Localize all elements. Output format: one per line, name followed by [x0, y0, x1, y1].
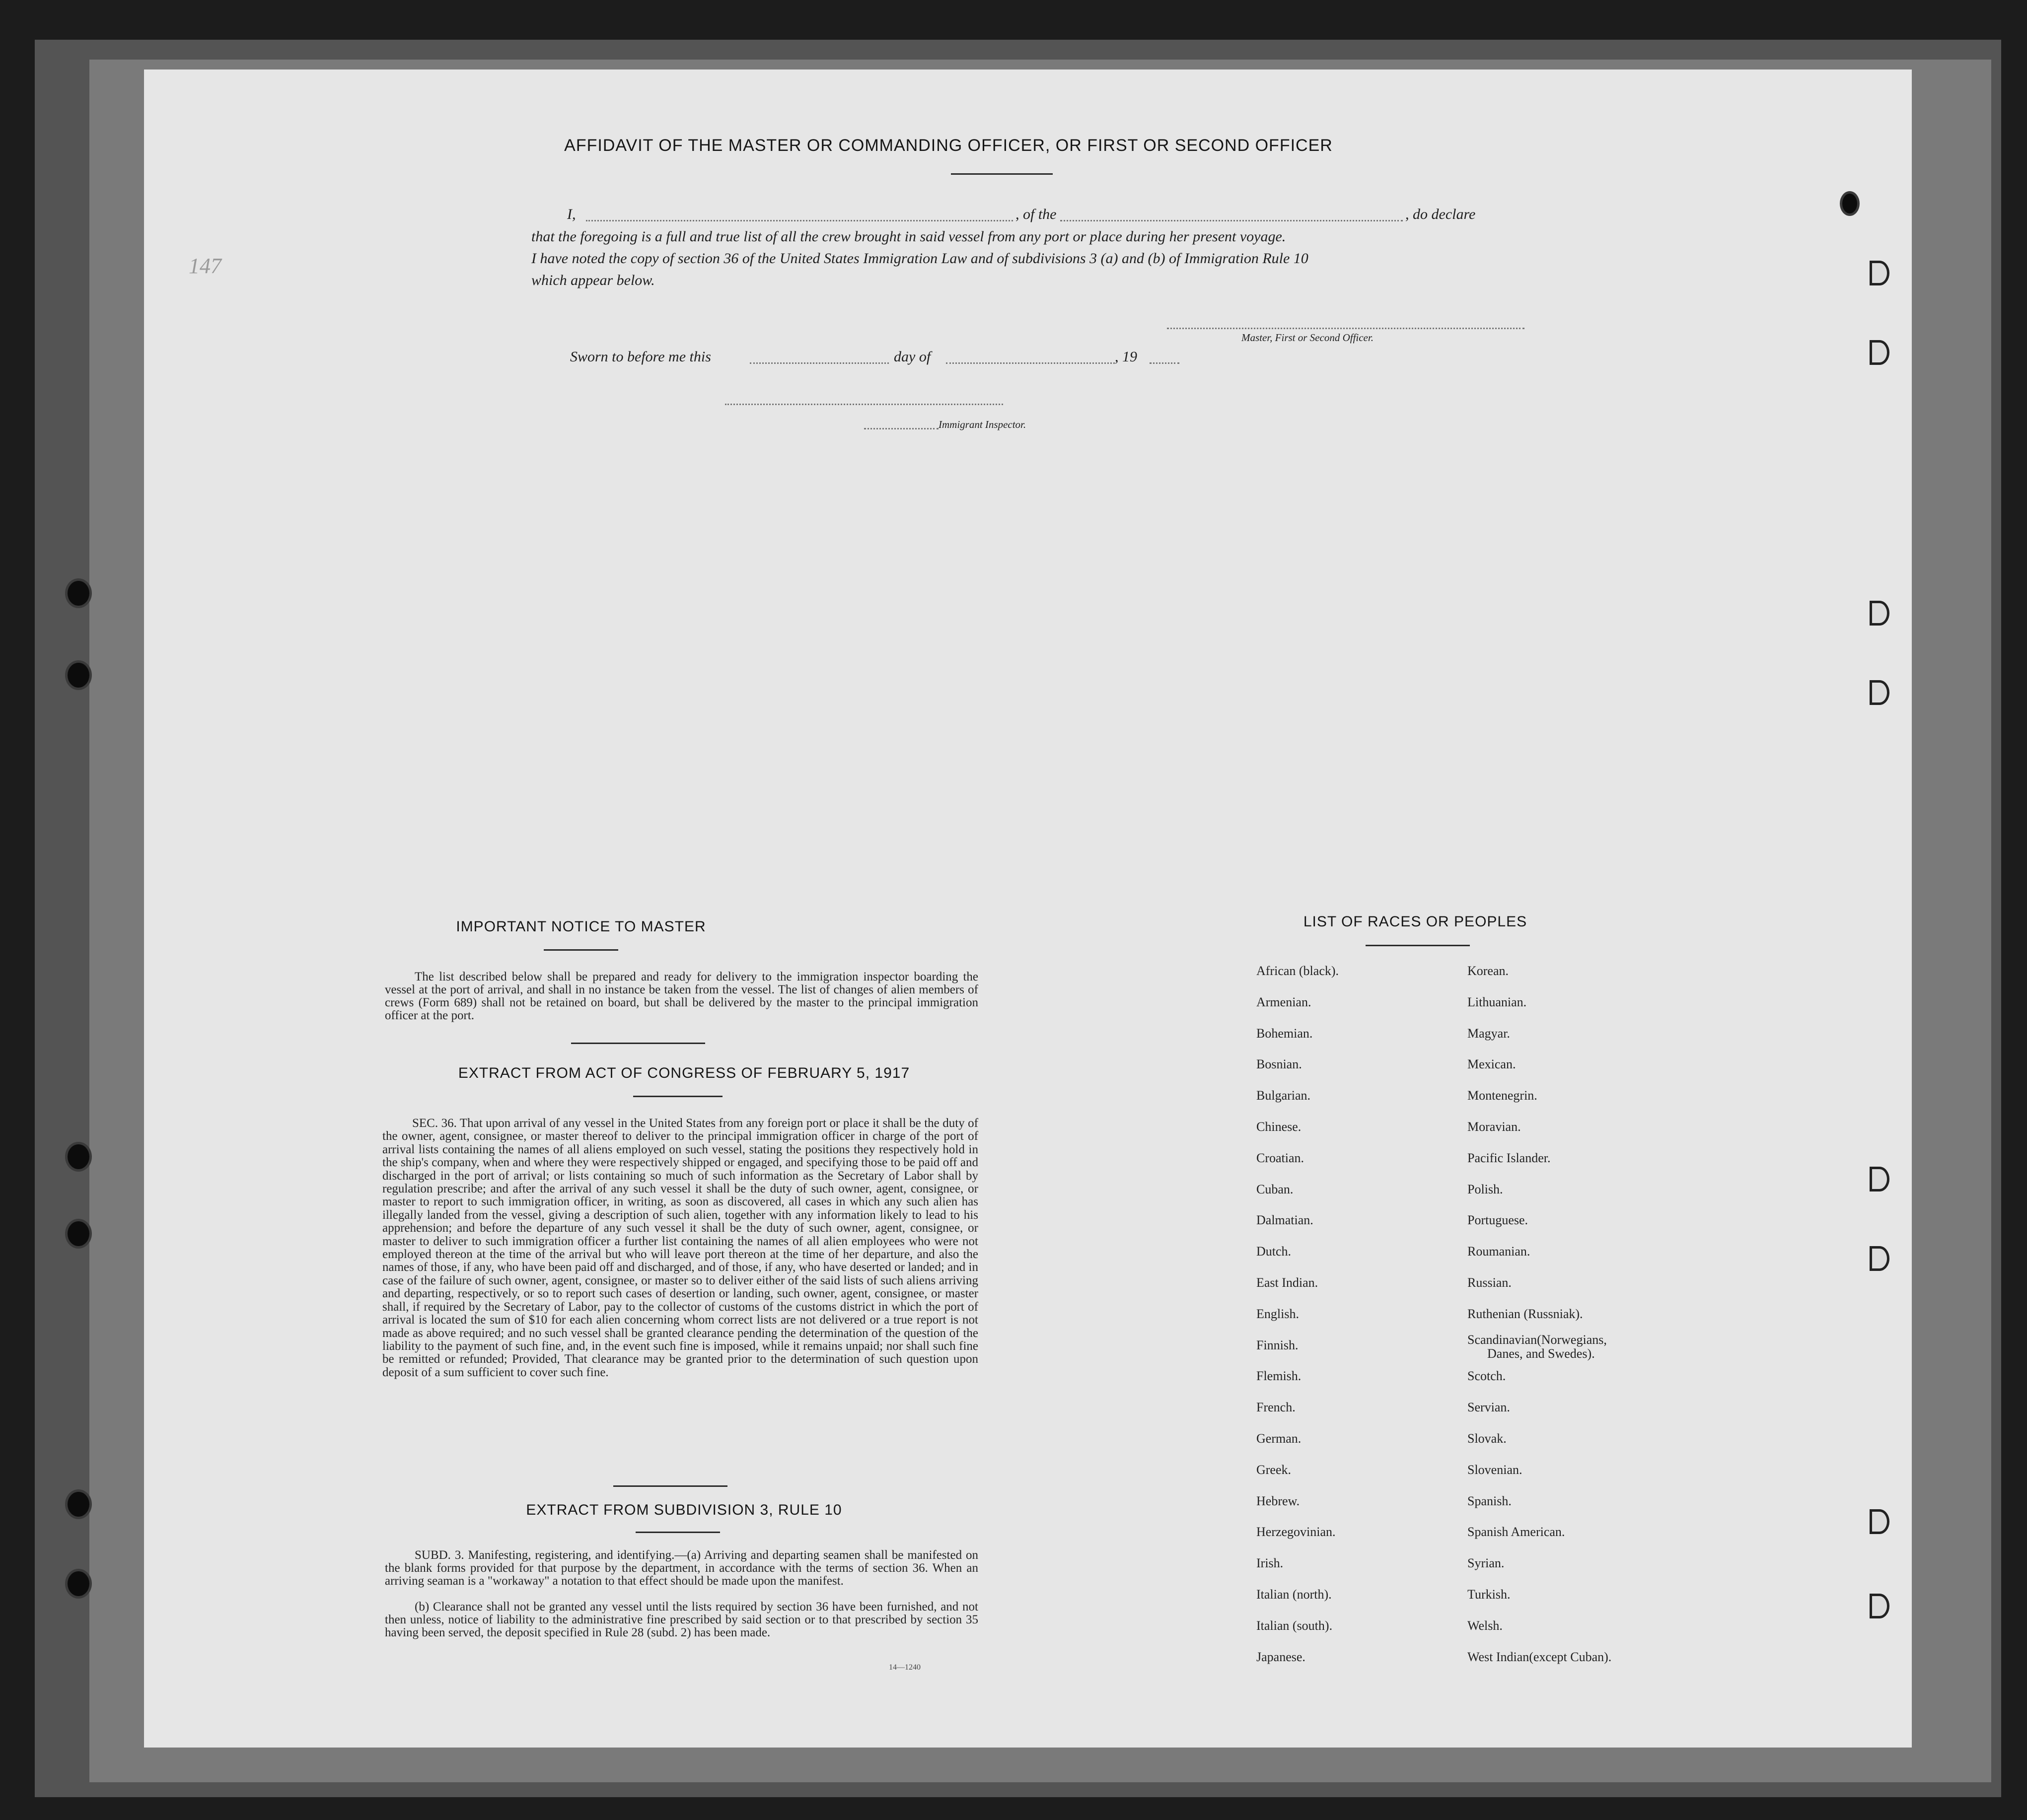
- race-item: Spanish.: [1467, 1493, 1512, 1508]
- title-underline: [951, 173, 1053, 175]
- races-title: LIST OF RACES OR PEOPLES: [1303, 913, 1527, 930]
- race-item: Korean.: [1467, 964, 1509, 978]
- affidavit-line2: that the foregoing is a full and true list of all the crew brought in said vessel from any port or place during her present voyage.: [531, 228, 1286, 245]
- punch-hole: [1872, 1596, 1887, 1616]
- inspector-signature-top-field[interactable]: [725, 404, 1003, 405]
- race-item: Roumanian.: [1467, 1244, 1530, 1259]
- race-item: Slovenian.: [1467, 1462, 1522, 1477]
- extract-rule-title: EXTRACT FROM SUBDIVISION 3, RULE 10: [526, 1502, 842, 1518]
- notice-title: IMPORTANT NOTICE TO MASTER: [456, 918, 706, 935]
- race-item: Finnish.: [1256, 1337, 1299, 1352]
- binder-hole: [68, 1492, 89, 1517]
- race-item: Bosnian.: [1256, 1057, 1302, 1072]
- race-item: Turkish.: [1467, 1587, 1511, 1602]
- affidavit-line4: which appear below.: [531, 272, 655, 288]
- punch-hole: [1872, 1169, 1887, 1189]
- sworn-label: Sworn to before me this: [570, 349, 711, 365]
- race-item: Slovak.: [1467, 1431, 1507, 1446]
- race-item: Irish.: [1256, 1556, 1284, 1571]
- form-number: 14—1240: [889, 1663, 921, 1672]
- extract-rule-underline: [636, 1532, 720, 1533]
- race-item: Servian.: [1467, 1400, 1510, 1415]
- race-item: Italian (north).: [1256, 1587, 1332, 1602]
- race-item: Portuguese.: [1467, 1213, 1528, 1228]
- notice-divider: [571, 1043, 705, 1044]
- race-item: Scotch.: [1467, 1369, 1506, 1384]
- race-item: Cuban.: [1256, 1182, 1294, 1196]
- extract-rule-text-a: SUBD. 3. Manifesting, registering, and identifying.—(a) Arriving and departing seamen shall be manifested on the blank forms provided for that purpose by the department, in accordance with the terms of section 36. When an arriving seaman is a "workaway" a notation to that effect should be made upon the manifest.: [385, 1548, 978, 1588]
- binder-hole: [68, 1571, 89, 1596]
- binder-hole: [68, 1221, 89, 1246]
- race-item-two-line: [1467, 1330, 1611, 1361]
- sworn-month-field[interactable]: [946, 362, 1115, 364]
- race-item: Mexican.: [1467, 1057, 1516, 1072]
- punch-hole: [1872, 683, 1887, 702]
- race-item: Japanese.: [1256, 1649, 1305, 1664]
- sworn-year-field[interactable]: [1150, 362, 1179, 364]
- race-item: Herzegovinian.: [1256, 1525, 1336, 1540]
- race-item: Croatian.: [1256, 1150, 1304, 1165]
- notice-text: The list described below shall be prepared and ready for delivery to the immigration inspector boarding the vessel at the port of arrival, and shall in no instance be taken from the vessel. The list of changes of alien members of crews (Form 689) shall not be retained on board, but shall be delivered by the master to the principal immigration officer at the port.: [385, 970, 978, 1022]
- of-the-label: , of the: [1015, 206, 1057, 222]
- binder-hole: [68, 1144, 89, 1169]
- affidavit-line3: I have noted the copy of section 36 of the United States Immigration Law and of subdivisions 3 (a) and (b) of Immigration Rule 10: [531, 250, 1308, 267]
- do-declare-label: , do declare: [1405, 206, 1476, 222]
- notice-underline: [544, 949, 618, 951]
- vessel-name-field[interactable]: [1060, 220, 1403, 221]
- race-item: Welsh.: [1467, 1618, 1503, 1633]
- punch-hole: [1842, 194, 1857, 213]
- race-item: Italian (south).: [1256, 1618, 1333, 1633]
- race-item: Dutch.: [1256, 1244, 1292, 1259]
- year-label: , 19: [1115, 349, 1137, 365]
- race-item: Syrian.: [1467, 1556, 1505, 1571]
- race-item: Dalmatian.: [1256, 1213, 1313, 1228]
- punch-hole: [1872, 343, 1887, 362]
- race-item: Bohemian.: [1256, 1026, 1313, 1041]
- extract-act-underline: [633, 1096, 723, 1097]
- extract-rule-text-b: (b) Clearance shall not be granted any vessel until the lists required by section 36 have been furnished, and not then unless, notice of liability to the administrative fine prescribed by said section or to that prescribed by section 35 having been served, the deposit specified in Rule 28 (subd. 2) has been made.: [385, 1600, 978, 1639]
- races-underline: [1366, 945, 1470, 946]
- race-item: Montenegrin.: [1467, 1088, 1537, 1103]
- punch-hole: [1872, 1512, 1887, 1532]
- inspector-caption: Immigrant Inspector.: [939, 419, 1026, 430]
- race-item: Hebrew.: [1256, 1493, 1300, 1508]
- race-item: Polish.: [1467, 1182, 1503, 1196]
- punch-hole: [1872, 1249, 1887, 1268]
- race-item: Pacific Islander.: [1467, 1150, 1551, 1165]
- race-item: Magyar.: [1467, 1026, 1510, 1041]
- punch-hole: [1872, 603, 1887, 623]
- extract-act-text: SEC. 36. That upon arrival of any vessel in the United States from any foreign port or place it shall be the duty of the owner, agent, consignee, or master thereof to deliver to the principal immigration officer in charge of the port of arrival lists containing the names of all aliens employed on such vessel, stating the positions they respectively hold in the ship's company, when and where they were respectively shipped or engaged, and specifying those to be paid off and discharged in the port of arrival; or lists containing so much of such information as the Secretary of Labor shall by regulation prescribe; and after the arrival of any such vessel it shall be the duty of such owner, agent, consignee, or master to report to such immigration officer, in writing, as soon as discovered, all cases in which any such alien has illegally landed from the vessel, giving a description of such alien, together with any information likely to lead to his apprehension; and before the departure of any such vessel it shall be the duty of such owner, agent, consignee, or master to deliver to such immigration officer a further list containing the names of all alien employees who were not employed thereon at the time of the arrival but who will leave port thereon at the time of her departure, and also the names of those, if any, who have been paid off and discharged, and of those, if any, who have deserted or landed; and in case of the failure of such owner, agent, consignee, or master so to deliver either of the said lists of such aliens arriving and departing, respectively, or so to report such cases of desertion or landing, such owner, agent, consignee, or master shall, if required by the Secretary of Labor, pay to the collector of customs of the customs district in which the port of arrival is located the sum of $10 for each alien concerning whom correct lists are not delivered or a true report is not made as above required; and no such vessel shall be granted clearance pending the determination of the question of the liability to the payment of such fine, and, in the event such fine is imposed, while it remains unpaid; nor shall such fine be remitted or refunded; Provided, That clearance may be granted prior to the determination of such question upon deposit of a sum sufficient to cover such fine.: [382, 1117, 978, 1379]
- binder-hole: [68, 663, 89, 688]
- race-item: Spanish American.: [1467, 1525, 1565, 1540]
- officer-signature-field[interactable]: [1167, 328, 1524, 329]
- race-item: Bulgarian.: [1256, 1088, 1311, 1103]
- day-of-label: day of: [894, 349, 931, 365]
- race-item: English.: [1256, 1306, 1299, 1321]
- extract-act-divider: [613, 1485, 727, 1487]
- punch-hole: [1872, 263, 1887, 283]
- races-left-column: [1256, 956, 1339, 1673]
- race-item: Flemish.: [1256, 1369, 1302, 1384]
- declarant-name-field[interactable]: [586, 220, 1013, 221]
- affidavit-title: AFFIDAVIT OF THE MASTER OR COMMANDING OFFICER, OR FIRST OR SECOND OFFICER: [564, 136, 1333, 155]
- binder-hole: [68, 581, 89, 606]
- race-item: Scandinavian(Norwegians,: [1467, 1332, 1607, 1347]
- race-item: Lithuanian.: [1467, 994, 1527, 1009]
- race-item: African (black).: [1256, 964, 1339, 978]
- extract-act-title: EXTRACT FROM ACT OF CONGRESS OF FEBRUARY 5, 1917: [458, 1065, 910, 1081]
- races-right-column: [1467, 956, 1611, 1673]
- race-item: French.: [1256, 1400, 1296, 1415]
- sworn-day-field[interactable]: [750, 362, 889, 364]
- race-item-continued: Danes, and Swedes).: [1487, 1346, 1595, 1361]
- race-item: German.: [1256, 1431, 1302, 1446]
- race-item: Ruthenian (Russniak).: [1467, 1306, 1583, 1321]
- race-item: West Indian(except Cuban).: [1467, 1649, 1612, 1664]
- margin-handwriting: 147: [189, 254, 221, 278]
- officer-caption: Master, First or Second Officer.: [1241, 332, 1374, 344]
- declarant-prefix: I,: [567, 206, 576, 222]
- inspector-signature-field[interactable]: [864, 428, 939, 429]
- race-item: Armenian.: [1256, 994, 1311, 1009]
- race-item: Russian.: [1467, 1275, 1512, 1290]
- form-page: [144, 70, 1912, 1748]
- race-item: Greek.: [1256, 1462, 1292, 1477]
- race-item: Moravian.: [1467, 1119, 1521, 1134]
- race-item: Chinese.: [1256, 1119, 1302, 1134]
- race-item: East Indian.: [1256, 1275, 1318, 1290]
